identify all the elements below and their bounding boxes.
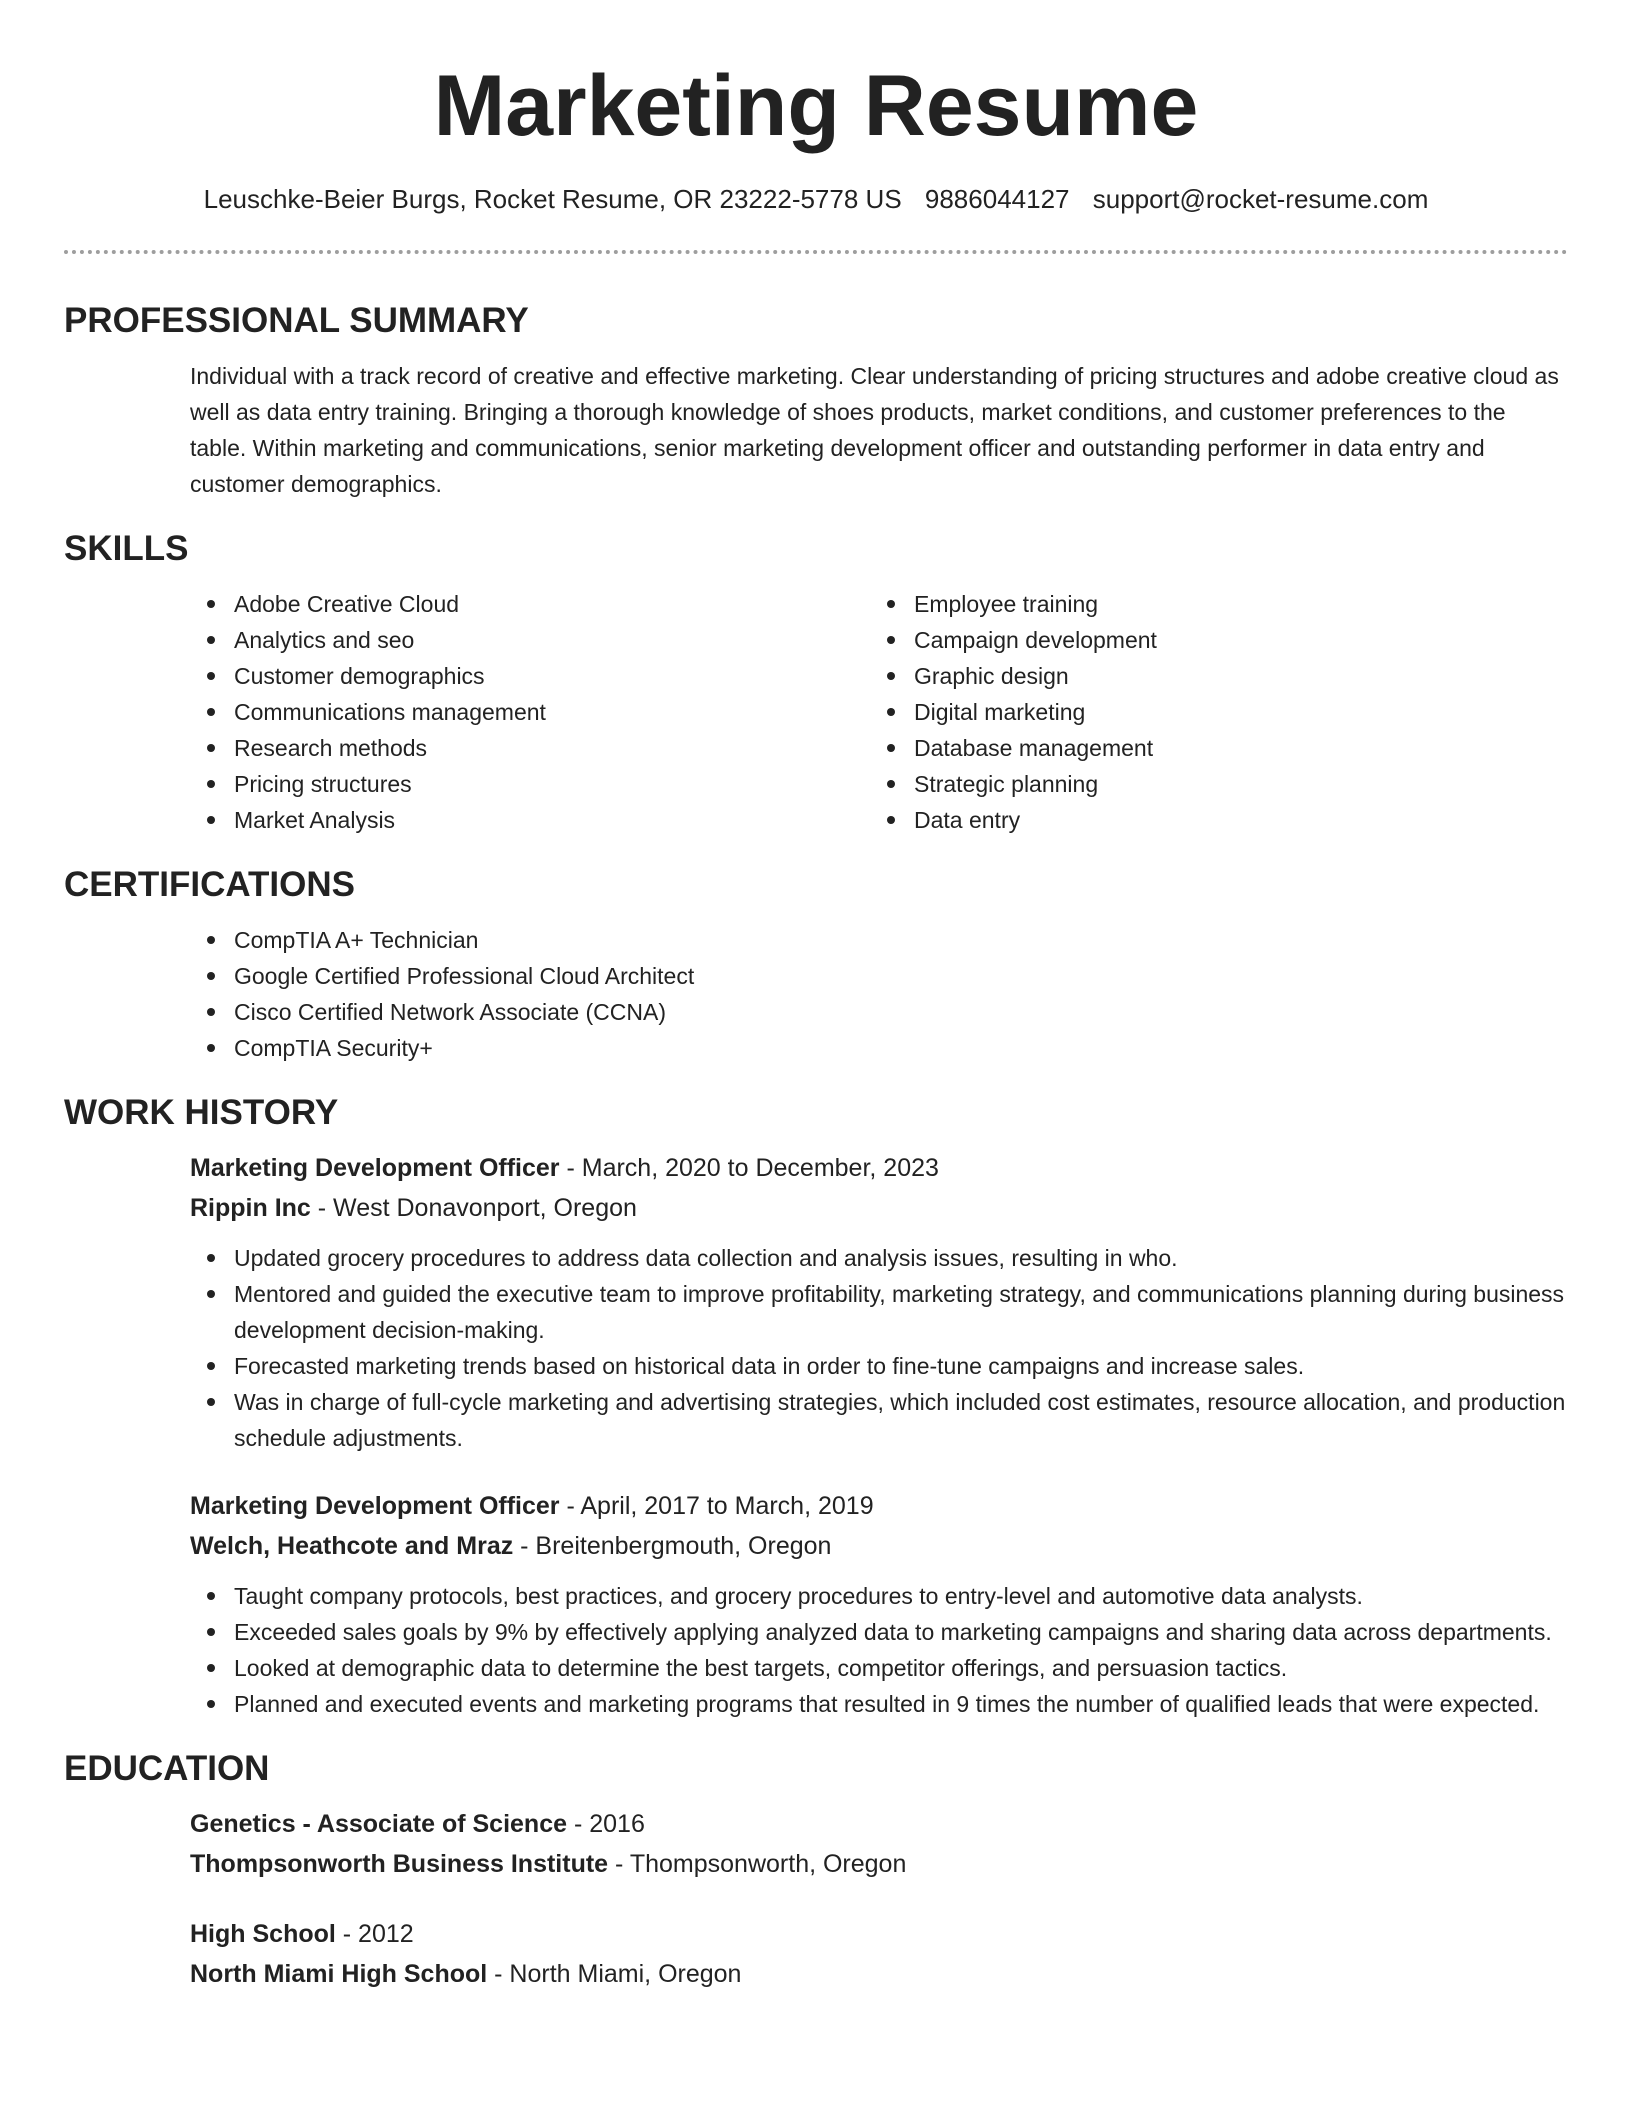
- education-section: [64, 1748, 1568, 1994]
- skill-item: Campaign development: [914, 622, 1550, 658]
- skills-section: [64, 528, 1568, 838]
- job-title-line: [190, 1148, 1568, 1188]
- job-company-line: [190, 1526, 1568, 1566]
- education-school-line: [190, 1844, 1568, 1884]
- skill-item: Research methods: [234, 730, 870, 766]
- job-bullet: Updated grocery procedures to address data collection and analysis issues, resulting in who.: [234, 1240, 1568, 1276]
- contact-address: Leuschke-Beier Burgs, Rocket Resume, OR 23222-5778 US: [203, 184, 902, 214]
- certification-item: CompTIA Security+: [234, 1030, 1568, 1066]
- summary-section: [64, 300, 1568, 502]
- job-company-line: [190, 1188, 1568, 1228]
- resume-page: [64, 0, 1568, 1994]
- education-school: Thompsonworth Business Institute: [190, 1850, 609, 1878]
- education-entry: [64, 1804, 1568, 1884]
- job-title-line: [190, 1486, 1568, 1526]
- skill-item: Adobe Creative Cloud: [234, 586, 870, 622]
- job-title: Marketing Development Officer: [190, 1492, 560, 1520]
- job-bullets: [190, 1240, 1568, 1456]
- job-bullet: Looked at demographic data to determine the best targets, competitor offerings, and persuasion tactics.: [234, 1650, 1568, 1686]
- job-company: Welch, Heathcote and Mraz: [190, 1532, 514, 1560]
- education-school: North Miami High School: [190, 1960, 488, 1988]
- job-bullet: Was in charge of full-cycle marketing and advertising strategies, which included cost estimates, resource allocation, and production schedule adjustments.: [234, 1384, 1568, 1456]
- education-year: - 2016: [567, 1810, 645, 1838]
- contact-line: [64, 182, 1568, 216]
- skill-item: Customer demographics: [234, 658, 870, 694]
- job-bullets: [190, 1578, 1568, 1722]
- job-bullet: Planned and executed events and marketing programs that resulted in 9 times the number of qualified leads that were expected.: [234, 1686, 1568, 1722]
- education-location: - North Miami, Oregon: [487, 1960, 742, 1988]
- contact-email: support@rocket-resume.com: [1092, 184, 1429, 214]
- skill-item: Database management: [914, 730, 1550, 766]
- certification-item: Cisco Certified Network Associate (CCNA): [234, 994, 1568, 1030]
- work-history-heading: WORK HISTORY: [64, 1093, 339, 1132]
- job-bullet: Exceeded sales goals by 9% by effectively applying analyzed data to marketing campaigns and sharing data across departments.: [234, 1614, 1568, 1650]
- job-bullet: Taught company protocols, best practices, and grocery procedures to entry-level and automotive data analysts.: [234, 1578, 1568, 1614]
- header-divider: [64, 250, 1568, 254]
- job-location: - Breitenbergmouth, Oregon: [513, 1532, 832, 1560]
- job-title: Marketing Development Officer: [190, 1154, 560, 1182]
- skills-list-right: [870, 586, 1550, 838]
- education-entry: [64, 1914, 1568, 1994]
- job-dates: - April, 2017 to March, 2019: [559, 1492, 874, 1520]
- certification-item: Google Certified Professional Cloud Architect: [234, 958, 1568, 994]
- job-dates: - March, 2020 to December, 2023: [559, 1154, 939, 1182]
- education-heading: EDUCATION: [64, 1749, 270, 1788]
- skill-item: Employee training: [914, 586, 1550, 622]
- education-degree: High School: [190, 1920, 336, 1948]
- education-location: - Thompsonworth, Oregon: [608, 1850, 907, 1878]
- skills-heading: SKILLS: [64, 529, 189, 568]
- contact-phone: 9886044127: [924, 184, 1070, 214]
- certifications-heading: CERTIFICATIONS: [64, 865, 356, 904]
- education-school-line: [190, 1954, 1568, 1994]
- education-degree-line: [190, 1914, 1568, 1954]
- summary-text: Individual with a track record of creative and effective marketing. Clear understanding of pricing structures and adobe creative cloud as well as data entry training. Bringing a thorough knowledge of shoes products, market conditions, and customer preferences to the table. Within marketing and communications, senior marketing development officer and outstanding performer in data entry and customer demographics.: [190, 363, 1559, 497]
- education-degree-line: [190, 1804, 1568, 1844]
- skill-item: Digital marketing: [914, 694, 1550, 730]
- job-entry: [64, 1148, 1568, 1456]
- skill-item: Graphic design: [914, 658, 1550, 694]
- skill-item: Market Analysis: [234, 802, 870, 838]
- skills-list-left: [190, 586, 870, 838]
- work-history-section: [64, 1092, 1568, 1722]
- skills-grid: [190, 586, 1568, 838]
- skill-item: Analytics and seo: [234, 622, 870, 658]
- skill-item: Data entry: [914, 802, 1550, 838]
- job-entry: [64, 1486, 1568, 1722]
- job-bullet: Mentored and guided the executive team to improve profitability, marketing strategy, and communications planning during business development decision-making.: [234, 1276, 1568, 1348]
- job-bullet: Forecasted marketing trends based on historical data in order to fine-tune campaigns and increase sales.: [234, 1348, 1568, 1384]
- education-year: - 2012: [335, 1920, 414, 1948]
- certifications-list: [190, 922, 1568, 1066]
- page-title: Marketing Resume: [433, 58, 1199, 154]
- certification-item: CompTIA A+ Technician: [234, 922, 1568, 958]
- skill-item: Strategic planning: [914, 766, 1550, 802]
- certifications-section: [64, 864, 1568, 1066]
- summary-heading: PROFESSIONAL SUMMARY: [64, 301, 529, 340]
- job-company: Rippin Inc: [190, 1194, 311, 1222]
- education-degree: Genetics - Associate of Science: [190, 1810, 568, 1838]
- job-location: - West Donavonport, Oregon: [310, 1194, 637, 1222]
- skill-item: Pricing structures: [234, 766, 870, 802]
- skill-item: Communications management: [234, 694, 870, 730]
